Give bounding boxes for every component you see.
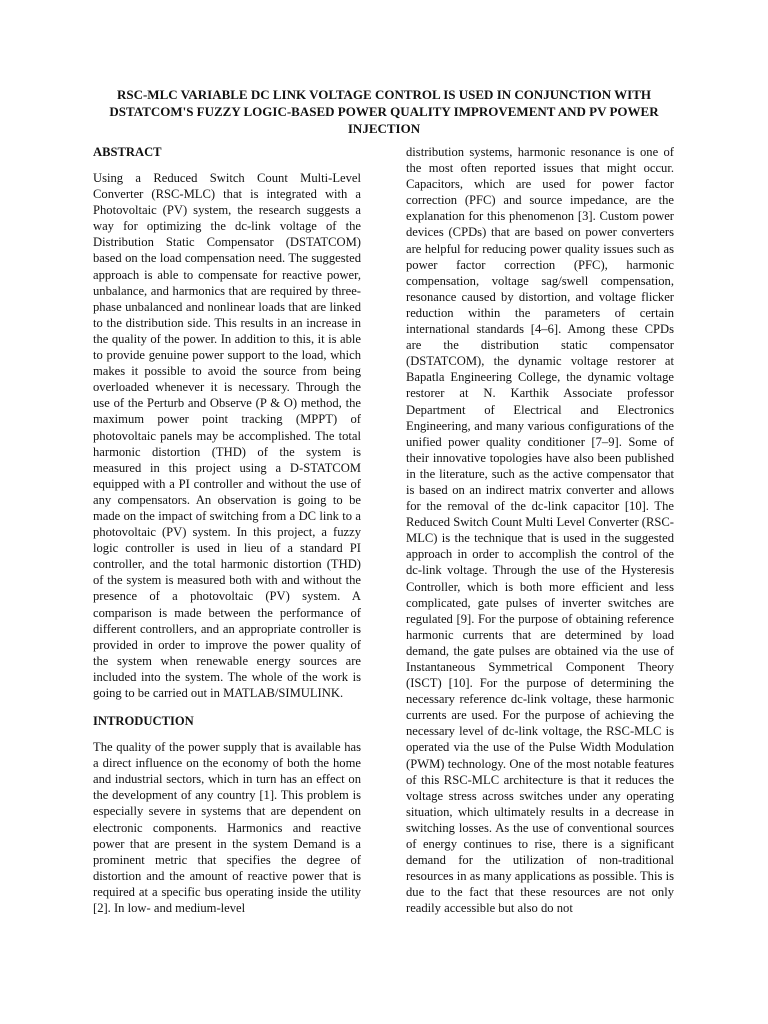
introduction-paragraph-right: distribution systems, harmonic resonance is one of the most often reported issues that might occur. Capacitors, which are used for power factor correction (PFC) and source impedance, are the explanation for this phenomenon [3]. Custom power devices (CPDs) that are based on power converters are helpful for reducing power quality issues such as power factor correction (PFC), harmonic compensation, voltage sag/swell compensation, resonance caused by distortion, and voltage flicker reduction within the parameters of certain international standards [4–6]. Among these CPDs are the distribution static compensator (DSTATCOM), the dynamic voltage restorer at Bapatla Engineering College, the dynamic voltage restorer at N. Karthik Associate professor Department of Electrical and Electronics Engineering, and many various configurations of the unified power quality conditioner [7–9]. Some of their innovative topologies have also been published in the literature, such as the active compensator that is based on an indirect matrix converter and allows for the removal of the dc-link capacitor [10]. The Reduced Switch Count Multi Level Converter (RSC-MLC) is the technique that is used in the suggested approach in order to accomplish the control of the dc-link voltage. Through the use of the Hysteresis Controller, which is both more efficient and less complicated, gate pulses of inverter switches are regulated [9]. For the purpose of obtaining reference harmonic currents that are determined by load demand, the gate pulses are obtained via the use of Instantaneous Symmetrical Component Theory (ISCT) [10]. For the purpose of determining the necessary reference dc-link voltage, these harmonic currents are used. For the purpose of achieving the necessary level of dc-link voltage, the RSC-MLC is operated via the use of the Pulse Width Modulation (PWM) technology. One of the most notable features of this RSC-MLC architecture is that it reduces the voltage stress across switches under any operating situation, which ultimately results in a decrease in switching losses. As the use of conventional sources of energy continues to rise, there is a significant demand for the utilization of non-traditional resources in as many applications as possible. This is due to the fact that these resources are not only readily accessible but also do not (406, 145, 674, 916)
paper-title: RSC-MLC VARIABLE DC LINK VOLTAGE CONTROL IS USED IN CONJUNCTION WITH DSTATCOM'S FUZZY LOGIC-BASED POWER QUALITY IMPROVEMENT AND PV POWER INJECTION (109, 87, 659, 136)
abstract-paragraph: Using a Reduced Switch Count Multi-Level Converter (RSC-MLC) that is integrated with a Photovoltaic (PV) system, the research suggests a way for optimizing the dc-link voltage of the Distribution Static Compensator (DSTATCOM) based on the load compensation need. The suggested approach is able to compensate for reactive power, unbalance, and harmonics that are required by three-phase unbalanced and nonlinear loads that are linked to the distribution side. This results in an increase in the quality of the power. In addition to this, it is able to provide genuine power support to the load, which makes it possible to avoid the source from being overloaded whenever it is necessary. Through the use of the Perturb and Observe (P & O) method, the maximum power point tracking (MPPT) of photovoltaic panels may be accomplished. The total harmonic distortion (THD) of the system is measured in this project using a D-STATCOM equipped with a PI controller and without the use of any compensators. An observation is going to be made on the impact of switching from a DC link to a photovoltaic (PV) system. In this project, a fuzzy logic controller is used in lieu of a standard PI controller, and the total harmonic distortion (THD) of the system is measured both with and without the presence of a photovoltaic (PV) system. A comparison is made between the performance of different controllers, and an appropriate controller is provided in order to improve the power quality of the system when renewable energy sources are included into the system. The whole of the work is going to be carried out in MATLAB/SIMULINK. (93, 171, 361, 700)
abstract-heading: ABSTRACT (93, 145, 162, 159)
introduction-heading: INTRODUCTION (93, 714, 194, 729)
introduction-paragraph-left: The quality of the power supply that is available has a direct influence on the economy of both the home and industrial sectors, which in turn has an effect on the development of any country [1]. This problem is especially severe in systems that are dependent on electronic components. Harmonics and reactive power that are present in the system Demand is a prominent metric that specifies the degree of distortion and the amount of reactive power that is required at a specific bus operating inside the utility [2]. In low- and medium-level (93, 740, 361, 916)
left-column (93, 144, 361, 928)
right-column (406, 144, 674, 929)
